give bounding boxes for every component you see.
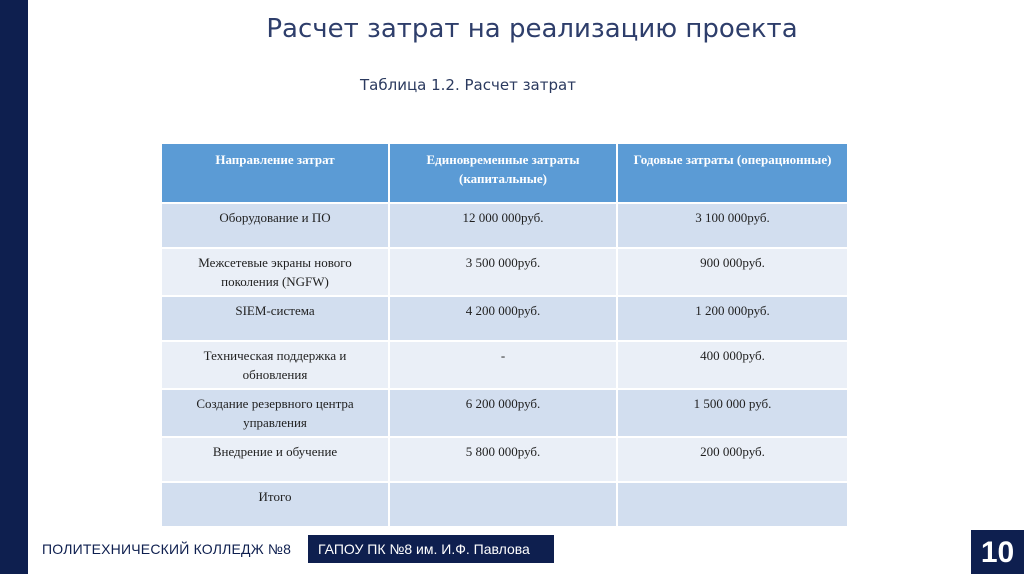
table-cell: 200 000руб.	[617, 437, 848, 482]
table-cell: 1 200 000руб.	[617, 296, 848, 341]
table-caption: Таблица 1.2. Расчет затрат	[360, 76, 576, 94]
table-row	[161, 389, 848, 437]
table-cell	[389, 482, 617, 527]
footer-institution-badge: ГАПОУ ПК №8 им. И.Ф. Павлова	[308, 535, 554, 563]
table-cell: Создание резервного центра управления	[161, 389, 389, 437]
table-cell: 900 000руб.	[617, 248, 848, 296]
table-cell	[617, 482, 848, 527]
table-cell: 400 000руб.	[617, 341, 848, 389]
table-cell-total-label: Итого	[161, 482, 389, 527]
page-number: 10	[971, 530, 1024, 574]
table-cell: 3 100 000руб.	[617, 203, 848, 248]
table-row	[161, 248, 848, 296]
table-cell: 12 000 000руб.	[389, 203, 617, 248]
header-one-time-costs: Единовременные затраты (капитальные)	[389, 143, 617, 203]
table-cell: 5 800 000руб.	[389, 437, 617, 482]
table-cell: -	[389, 341, 617, 389]
cost-table	[160, 142, 849, 528]
table-cell: 6 200 000руб.	[389, 389, 617, 437]
table-cell: 3 500 000руб.	[389, 248, 617, 296]
footer-college-name: ПОЛИТЕХНИЧЕСКИЙ КОЛЛЕДЖ №8	[42, 541, 292, 557]
left-accent-bar	[0, 0, 28, 574]
table-cell: Техническая поддержка и обновления	[161, 341, 389, 389]
slide-title: Расчет затрат на реализацию проекта	[266, 14, 798, 44]
table-cell: SIEM-система	[161, 296, 389, 341]
table-row	[161, 203, 848, 248]
table-header-row	[161, 143, 848, 203]
table-cell: 1 500 000 руб.	[617, 389, 848, 437]
table-cell: Внедрение и обучение	[161, 437, 389, 482]
header-cost-direction: Направление затрат	[161, 143, 389, 203]
table-cell: Межсетевые экраны нового поколения (NGFW)	[161, 248, 389, 296]
table-row	[161, 296, 848, 341]
header-annual-costs: Годовые затраты (операционные)	[617, 143, 848, 203]
table-cell: 4 200 000руб.	[389, 296, 617, 341]
table-cell: Оборудование и ПО	[161, 203, 389, 248]
table-row	[161, 437, 848, 482]
table-row	[161, 341, 848, 389]
table-row-total	[161, 482, 848, 527]
